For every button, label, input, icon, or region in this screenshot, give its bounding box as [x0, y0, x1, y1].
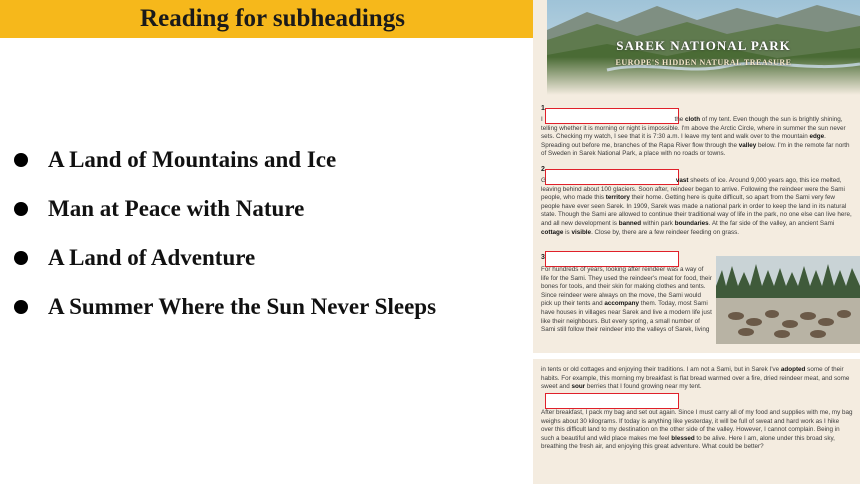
paragraph-1: I the cloth of my tent. Even though the sun is brightly shining, telling whether it is morning or night is impossible. I'm above the Arctic Circle, where in summer the sun never sets. Checking my watch, I see that it is 7:30 a.m. I leave my tent and walk over to the mountain edge. Spreading out before me, branches of the Rapa River flow through the valley below. I'm in the remote far north of Sweden in Sarek National Park, a place with no roads or towns.	[541, 116, 850, 158]
paragraph-5: After breakfast, I pack my bag and set out again. Since I must carry all of my food and supplies with me, my bag weighs about 30 kilograms. If today is anything like yesterday, it will be full of sweat and hard work as I hike over this difficult land to my destination on the other side of the valley. However, I cannot complain. Being in such a beautiful and wild place makes me feel blessed to be alive. Here I am, alone under this broad sky, breathing the fresh air, and enjoying this great adventure. What could be better?	[541, 409, 853, 451]
slide-title: Reading for subheadings	[140, 5, 405, 32]
reindeer-photo	[716, 256, 860, 344]
subheading-item	[12, 289, 436, 338]
section-number: 3	[541, 254, 545, 261]
paragraph-2: G vast sheets of ice. Around 9,000 years ago, this ice melted, leaving behind about 100 glaciers. Soon after, reindeer began to arrive. Following the reindeer were the Sami people, who made this territory their home. Getting here is quite difficult, so apart from the Sami very few people have ever seen Sarek. In 1909, Sarek was made a national park in order to keep the land in its natural state. Though the Sami are allowed to continue their traditional way of life in the park, no one else can live here, and all new development is banned within park boundaries. At the far side of the valley, an ancient Sami cottage is visible. Close by, there are a few reindeer feeding on grass.	[541, 177, 852, 236]
subheading-text: A Summer Where the Sun Never Sleeps	[48, 294, 437, 319]
bullet-dot-icon	[14, 300, 28, 314]
subheading-item	[12, 142, 436, 191]
subheading-item	[12, 191, 436, 240]
subheading-text: A Land of Mountains and Ice	[48, 147, 337, 172]
banner-title: SAREK NATIONAL PARK	[616, 38, 791, 53]
article-page	[533, 0, 860, 484]
bullet-dot-icon	[14, 153, 28, 167]
subheading-list	[12, 142, 436, 338]
subheading-text: A Land of Adventure	[48, 245, 256, 270]
bullet-dot-icon	[14, 202, 28, 216]
subheading-text: Man at Peace with Nature	[48, 196, 305, 221]
bullet-dot-icon	[14, 251, 28, 265]
section-number: 2	[541, 166, 545, 173]
subheading-item	[12, 240, 436, 289]
page-gap	[533, 353, 860, 359]
section-number: 1	[541, 105, 545, 112]
paragraph-3: For hundreds of years, looking after reindeer was a way of life for the Sami. They used the reindeer's meat for food, their bones for tools, and their skin for making clothes and tents. Since reindeer were always on the move, the Sami would pick up their tents and accompany them. Today, most Sami have houses in villages near Sarek and live a modern life just like their neighbours. But every spring, a small number of Sami still follow their reindeer into the valleys of Sarek, living	[541, 266, 712, 334]
paragraph-4: in tents or old cottages and enjoying their traditions. I am not a Sami, but in Sarek I've adopted some of their habits. For example, this morning my breakfast is flat bread warmed over a fire, dried reindeer meat, and some sweet and sour berries that I found growing near my tent.	[541, 366, 850, 391]
banner-subtitle: EUROPE'S HIDDEN NATURAL TREASURE	[615, 58, 792, 67]
banner-image	[547, 0, 860, 95]
subheading-answer-box[interactable]	[545, 251, 679, 267]
subheading-answer-box[interactable]	[545, 393, 679, 409]
